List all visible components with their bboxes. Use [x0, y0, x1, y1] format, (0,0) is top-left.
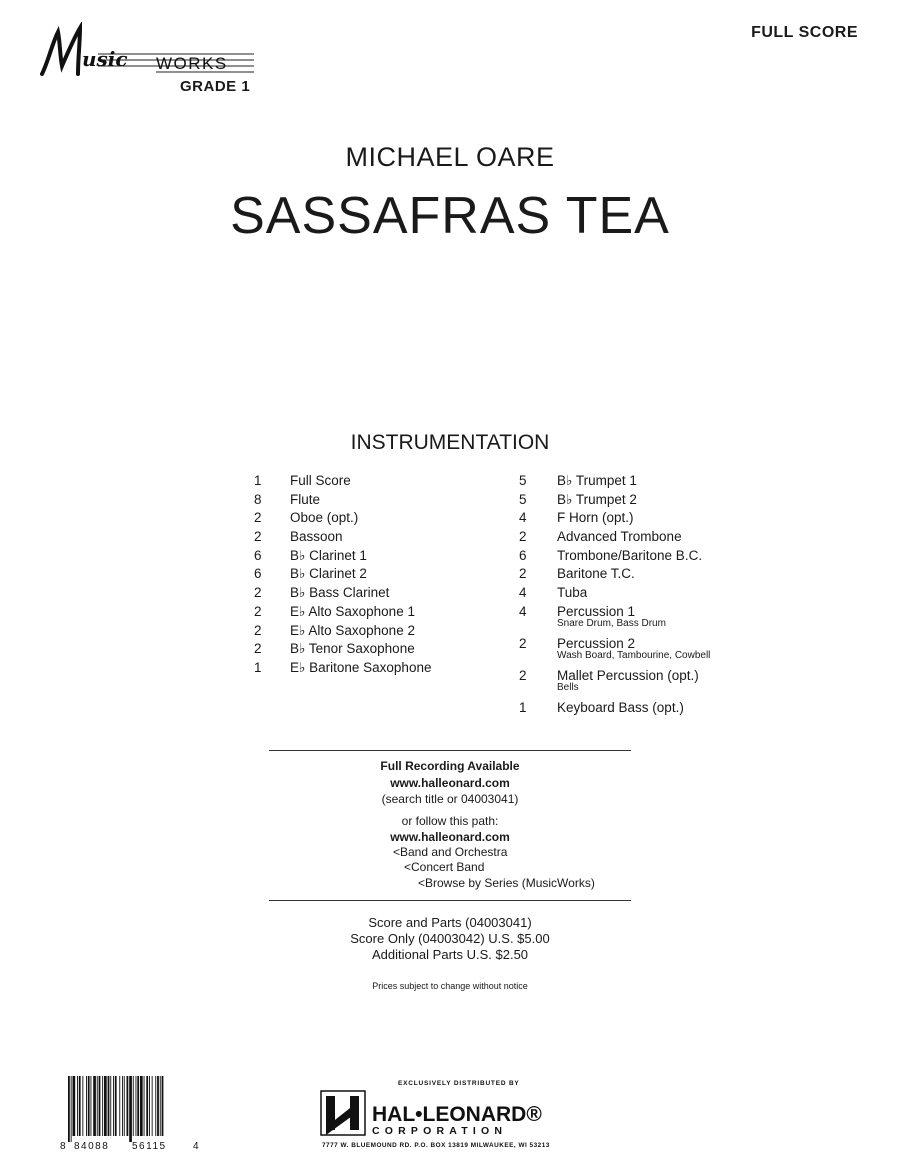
instrument-name: Oboe (opt.) [290, 510, 359, 526]
barcode-digit-group-3: 56115 [132, 1141, 167, 1152]
instrument-name: Mallet Percussion (opt.) [557, 667, 699, 683]
path-step-3: <Browse by Series (MusicWorks) [418, 876, 595, 890]
instrument-name: E♭ Baritone Saxophone [290, 659, 432, 675]
instrument-name: B♭ Trumpet 1 [557, 473, 637, 488]
instrument-name: B♭ Clarinet 2 [290, 566, 367, 582]
instrument-name: F Horn (opt.) [557, 510, 634, 526]
instrument-subtitle: Bells [557, 681, 579, 693]
barcode-bar [119, 1076, 120, 1136]
svg-text:usic: usic [82, 47, 128, 71]
composer-name: MICHAEL OARE [345, 142, 555, 172]
barcode-digit-4: 4 [193, 1141, 199, 1152]
instrument-quantity: 2 [519, 566, 527, 582]
path-step-2: <Concert Band [404, 860, 485, 874]
pricing-line-1: Score and Parts (04003041) [368, 915, 532, 930]
barcode-bar [152, 1076, 153, 1136]
instrumentation-heading: INSTRUMENTATION [350, 431, 550, 454]
grade-label: GRADE 1 [180, 78, 251, 95]
instrument-name: B♭ Tenor Saxophone [290, 641, 415, 657]
recording-search-note: (search title or 04003041) [381, 792, 519, 806]
instrument-row [519, 667, 759, 699]
instrument-quantity: 6 [254, 566, 262, 582]
barcode-bars [68, 1076, 163, 1142]
instrument-name: Tuba [557, 585, 588, 601]
barcode-bar [110, 1076, 111, 1136]
instrument-row [519, 603, 759, 635]
publisher-corp: CORPORATION [372, 1125, 508, 1137]
barcode-digit-1: 8 [60, 1141, 66, 1152]
hal-leonard-logo [320, 1077, 595, 1159]
barcode-bar [157, 1076, 159, 1136]
barcode-digit-group-2: 84088 [74, 1141, 110, 1152]
instrument-quantity: 2 [254, 529, 262, 545]
barcode-bar [113, 1076, 114, 1136]
instrument-row [519, 472, 759, 491]
recording-or-path: or follow this path: [401, 814, 499, 828]
barcode-bar [77, 1076, 78, 1136]
instrumentation-left-column [254, 472, 494, 678]
instrument-row [519, 699, 759, 718]
instrument-quantity: 4 [519, 585, 527, 601]
barcode-bar [91, 1076, 92, 1136]
instrument-row [254, 603, 494, 622]
barcode-bar [82, 1076, 83, 1136]
instrument-row [254, 659, 494, 678]
instrument-row [519, 491, 759, 510]
barcode-bar [86, 1076, 87, 1136]
barcode-bar [146, 1076, 148, 1136]
barcode-bar [88, 1076, 90, 1136]
instrument-quantity: 2 [254, 585, 262, 601]
instrument-name: Bassoon [290, 529, 343, 545]
instrument-row [519, 528, 759, 547]
barcode-bar [102, 1076, 103, 1136]
recording-heading: Full Recording Available [380, 759, 520, 773]
instrument-quantity: 1 [254, 659, 262, 675]
instrument-quantity: 5 [519, 491, 527, 507]
barcode-bar [137, 1076, 139, 1136]
instrument-quantity: 2 [254, 510, 262, 526]
instrument-name: B♭ Trumpet 2 [557, 491, 637, 507]
price-notice: Prices subject to change without notice [372, 981, 528, 991]
instrument-name: Percussion 1 [557, 603, 636, 619]
instrument-quantity: 6 [519, 547, 527, 563]
barcode-bar [73, 1076, 76, 1136]
path-step-1: <Band and Orchestra [393, 845, 508, 859]
barcode-bar [133, 1076, 134, 1136]
instrument-name: E♭ Alto Saxophone 2 [290, 622, 415, 638]
instrument-subtitle: Wash Board, Tambourine, Cowbell [557, 649, 711, 661]
barcode-bar [97, 1076, 98, 1136]
barcode-bar [127, 1076, 129, 1136]
instrumentation-right-column [519, 472, 759, 718]
distributed-by-text: EXCLUSIVELY DISTRIBUTED BY [398, 1080, 520, 1087]
instrument-quantity: 8 [254, 491, 262, 507]
barcode-bar [129, 1076, 132, 1142]
instrument-quantity: 2 [254, 622, 262, 638]
barcode-bar [124, 1076, 125, 1136]
instrument-quantity: 4 [519, 510, 527, 526]
instrument-name: Percussion 2 [557, 635, 636, 651]
instrument-quantity: 1 [254, 473, 262, 488]
divider-top [269, 750, 631, 751]
barcode-bar [122, 1076, 123, 1136]
recording-url[interactable]: www.halleonard.com [390, 776, 510, 790]
instrument-name: B♭ Bass Clarinet [290, 585, 390, 601]
instrument-name: B♭ Clarinet 1 [290, 547, 367, 563]
instrument-quantity: 2 [519, 667, 527, 683]
instrument-row [254, 640, 494, 659]
instrument-quantity: 2 [519, 529, 527, 545]
barcode-bar [162, 1076, 164, 1136]
instrument-row [519, 509, 759, 528]
instrument-name: E♭ Alto Saxophone 1 [290, 603, 415, 619]
instrument-name: Trombone/Baritone B.C. [557, 547, 703, 563]
barcode-bar [71, 1076, 72, 1142]
instrument-quantity: 1 [519, 699, 527, 715]
barcode-bar [149, 1076, 150, 1136]
instrument-row [519, 584, 759, 603]
piece-title: SASSAFRAS TEA [230, 187, 670, 245]
barcode-bar [79, 1076, 81, 1136]
instrument-row [254, 528, 494, 547]
recording-url-path[interactable]: www.halleonard.com [390, 830, 510, 844]
barcode [60, 1076, 200, 1152]
instrument-row [254, 491, 494, 510]
publisher-address: 7777 W. BLUEMOUND RD. P.O. BOX 13819 MILWAUKEE, WI 53213 [322, 1142, 550, 1149]
instrument-row [519, 635, 759, 667]
instrument-name: Keyboard Bass (opt.) [557, 699, 684, 715]
barcode-bar [108, 1076, 110, 1136]
barcode-bar [144, 1076, 145, 1136]
full-score-label: FULL SCORE [751, 24, 858, 41]
barcode-bar [68, 1076, 70, 1142]
instrument-name: Flute [290, 491, 321, 507]
instrument-row [254, 565, 494, 584]
instrument-name: Advanced Trombone [557, 529, 682, 545]
instrument-quantity: 2 [519, 635, 527, 651]
pricing-line-3: Additional Parts U.S. $2.50 [371, 947, 529, 962]
instrument-subtitle: Snare Drum, Bass Drum [557, 617, 666, 629]
instrument-name: Full Score [290, 473, 351, 488]
pricing-line-2: Score Only (04003042) U.S. $5.00 [350, 931, 550, 946]
instrument-quantity: 2 [254, 641, 262, 657]
instrument-quantity: 6 [254, 547, 262, 563]
publisher-name: HAL•LEONARD® [372, 1103, 542, 1126]
barcode-bar [99, 1076, 101, 1136]
instrument-row [254, 584, 494, 603]
instrument-quantity: 4 [519, 603, 527, 619]
instrument-row [254, 622, 494, 641]
instrument-quantity: 2 [254, 603, 262, 619]
instrument-row [254, 472, 494, 491]
barcode-bar [115, 1076, 117, 1136]
svg-text:WORKS: WORKS [156, 54, 228, 73]
instrument-quantity: 5 [519, 473, 527, 488]
barcode-bar [160, 1076, 161, 1136]
barcode-bar [136, 1076, 137, 1136]
instrument-row [254, 509, 494, 528]
barcode-bar [104, 1076, 107, 1136]
instrument-row [519, 547, 759, 566]
divider-bottom [269, 900, 631, 901]
barcode-bar [140, 1076, 143, 1136]
barcode-bar [93, 1076, 96, 1136]
barcode-bar [155, 1076, 156, 1136]
instrument-row [254, 547, 494, 566]
instrument-name: Baritone T.C. [557, 566, 635, 582]
instrument-row [519, 565, 759, 584]
